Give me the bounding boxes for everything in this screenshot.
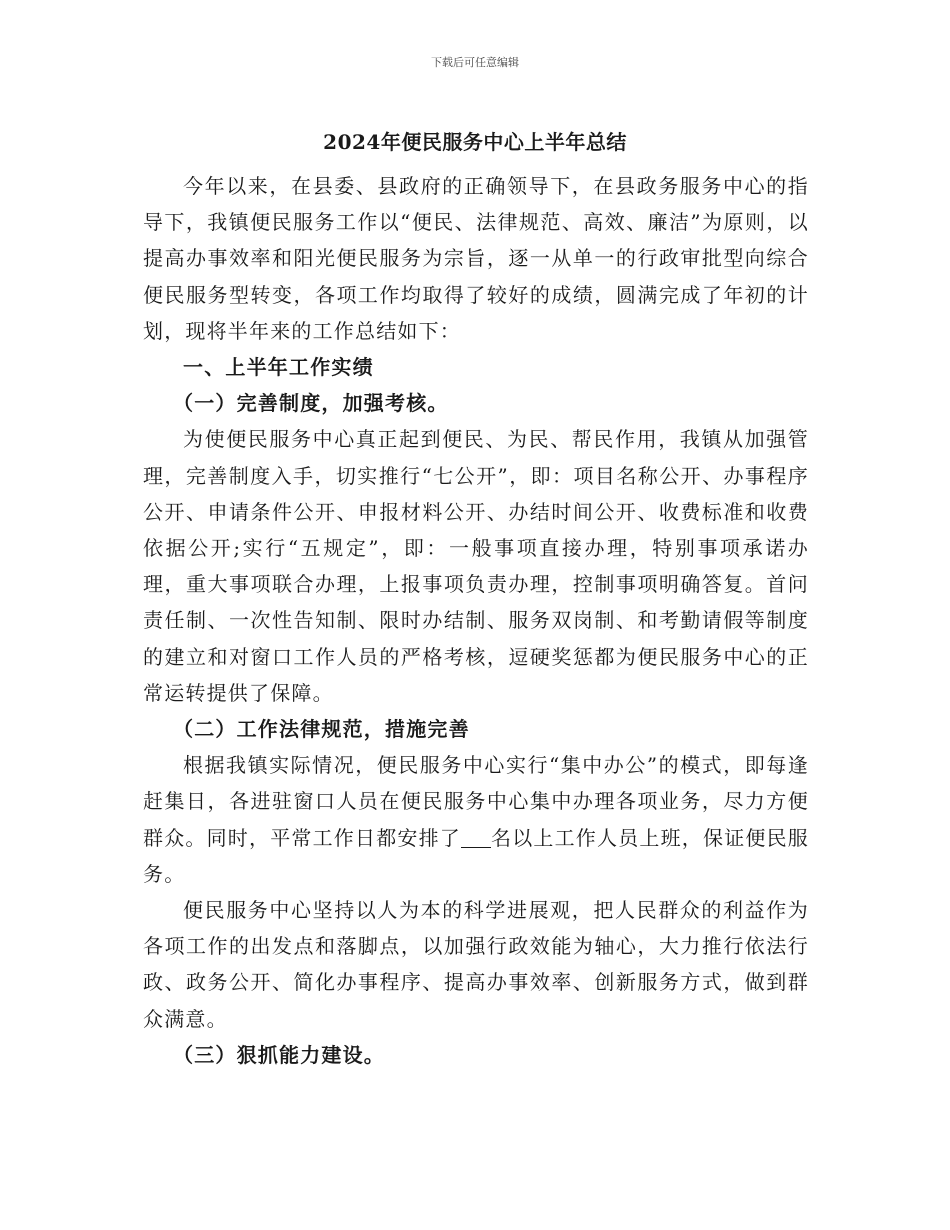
- subsection-1-paragraph: 为使便民服务中心真正起到便民、为民、帮民作用，我镇从加强管理，完善制度入手，切实推行“七公开”，即：项目名称公开、办事程序公开、申请条件公开、申报材料公开、办结时间公开、收费标准和收费依据公开;实行“五规定”，即：一般事项直接办理，特别事项承诺办理，重大事项联合办理，上报事项负责办理，控制事项明确答复。首问责任制、一次性告知制、限时办结制、服务双岗制、和考勤请假等制度的建立和对窗口工作人员的严格考核，逗硬奖惩都为便民服务中心的正常运转提供了保障。: [143, 427, 809, 705]
- section-heading-1: 一、上半年工作实绩: [183, 355, 374, 380]
- subsection-heading-1: （一）完善制度，加强考核。: [173, 391, 449, 416]
- intro-paragraph: 今年以来，在县委、县政府的正确领导下，在县政务服务中心的指导下，我镇便民服务工作以“便民、法律规范、高效、廉洁”为原则，以提高办事效率和阳光便民服务为宗旨，逐一从单一的行政审批型向综合便民服务型转变，各项工作均取得了较好的成绩，圆满完成了年初的计划，现将半年来的工作总结如下：: [143, 174, 809, 343]
- subsection-2-paragraph-1: [143, 747, 809, 892]
- subsection-2-paragraph-2: 便民服务中心坚持以人为本的科学进展观，把人民群众的利益作为各项工作的出发点和落脚点，以加强行政效能为轴心，大力推行依法行政、政务公开、简化办事程序、提高办事效率、创新服务方式，做到群众满意。: [143, 898, 809, 1031]
- fill-in-blank: [461, 827, 491, 848]
- paragraph-text-before-blank: 根据我镇实际情况，便民服务中心实行“集中办公”的模式，即每逢赶集日，各进驻窗口人员在便民服务中心集中办理各项业务，尽力方便群众。同时，平常工作日都安排了: [143, 753, 809, 850]
- paragraph-text-after-blank: 名以上工作人员上班，保证便民服务。: [143, 825, 809, 886]
- subsection-heading-2: （二）工作法律规范，措施完善: [173, 717, 470, 742]
- document-title: 2024年便民服务中心上半年总结: [323, 130, 627, 154]
- subsection-heading-3: （三）狠抓能力建设。: [173, 1042, 385, 1067]
- page-header-note: 下载后可任意编辑: [431, 56, 519, 69]
- document-body: [143, 168, 809, 1073]
